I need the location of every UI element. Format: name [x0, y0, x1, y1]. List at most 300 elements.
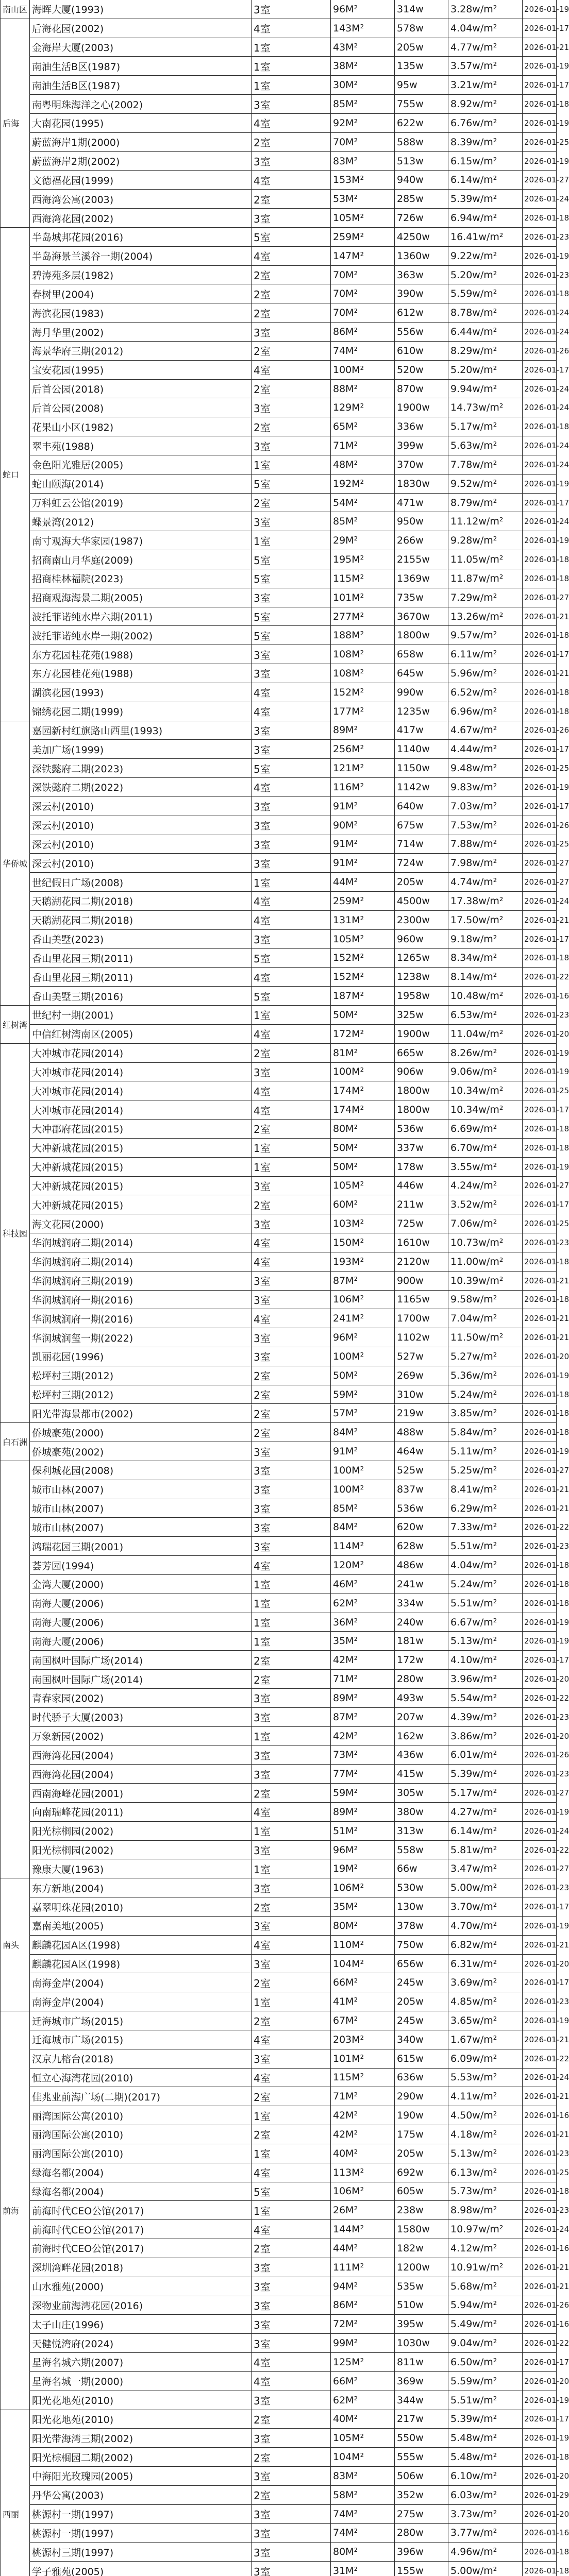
total-price: 340w	[395, 2030, 448, 2049]
listing-date: 2026-01-21	[523, 2125, 557, 2144]
table-row	[30, 949, 569, 968]
unit-price: 5.49w/m²	[448, 2315, 523, 2333]
total-price: 344w	[395, 2391, 448, 2410]
table-row	[30, 1803, 569, 1822]
floor-area: 114M²	[331, 1537, 395, 1555]
listing-date: 2026-01-25	[523, 2163, 557, 2182]
community-name: 后海花园(2002)	[30, 19, 252, 38]
table-row	[30, 1025, 569, 1044]
unit-price: 11.04w/m²	[448, 1025, 523, 1043]
listing-date: 2026-01-20	[523, 1670, 557, 1688]
listing-date: 2026-01-16	[523, 987, 557, 1005]
listing-date: 2026-01-17	[523, 361, 557, 379]
room-count: 4室	[252, 1233, 331, 1252]
room-count: 2室	[252, 380, 331, 398]
unit-price: 5.59w/m²	[448, 2372, 523, 2391]
district-cell	[0, 1461, 30, 1878]
floor-area: 86M²	[331, 323, 395, 341]
total-price: 205w	[395, 873, 448, 891]
community-name: 城市山林(2007)	[30, 1499, 252, 1518]
table-row	[30, 2163, 569, 2182]
floor-area: 58M²	[331, 2486, 395, 2504]
room-count: 1室	[252, 455, 331, 474]
room-count: 3室	[252, 323, 331, 341]
floor-area: 59M²	[331, 1385, 395, 1404]
unit-price: 10.91w/m²	[448, 2258, 523, 2277]
table-row	[30, 76, 569, 95]
unit-price: 3.86w/m²	[448, 1727, 523, 1745]
listing-date: 2026-01-19	[523, 1613, 557, 1632]
table-row	[30, 1006, 569, 1025]
table-row	[30, 1442, 569, 1461]
total-price: 135w	[395, 57, 448, 75]
room-count: 1室	[252, 2144, 331, 2163]
listing-date: 2026-01-19	[523, 531, 557, 550]
room-count: 2室	[252, 2410, 331, 2429]
community-name: 桃源村一期(1997)	[30, 2524, 252, 2543]
listing-date: 2026-01-19	[523, 1442, 557, 1461]
unit-price: 13.26w/m²	[448, 607, 523, 626]
total-price: 675w	[395, 816, 448, 835]
community-name: 天健悦湾府(2024)	[30, 2334, 252, 2352]
room-count: 3室	[252, 1765, 331, 1783]
unit-price: 6.29w/m²	[448, 1499, 523, 1518]
floor-area: 29M²	[331, 531, 395, 550]
community-name: 春树里(2004)	[30, 284, 252, 303]
listing-date: 2026-01-18	[523, 2448, 557, 2466]
total-price: 510w	[395, 2296, 448, 2315]
community-name: 香山里花园三期(2011)	[30, 968, 252, 986]
room-count: 2室	[252, 1385, 331, 1404]
total-price: 245w	[395, 2011, 448, 2030]
community-name: 阳光花地苑(2010)	[30, 2391, 252, 2410]
room-count: 4室	[252, 1556, 331, 1574]
community-name: 恒立心海湾花园(2010)	[30, 2069, 252, 2087]
table-row	[30, 1328, 569, 1347]
room-count: 2室	[252, 284, 331, 303]
community-name: 南油生活B区(1987)	[30, 57, 252, 75]
room-count: 1室	[252, 531, 331, 550]
community-name: 中海阳光玫瑰园(2005)	[30, 2467, 252, 2485]
room-count: 4室	[252, 968, 331, 986]
floor-area: 129M²	[331, 398, 395, 417]
community-name: 华润城润府二期(2014)	[30, 1252, 252, 1271]
room-count: 1室	[252, 1006, 331, 1024]
total-price: 1360w	[395, 247, 448, 265]
community-name: 嘉南美地(2005)	[30, 1917, 252, 1935]
unit-price: 1.67w/m²	[448, 2030, 523, 2049]
listing-date: 2026-01-23	[523, 1537, 557, 1555]
listing-date: 2026-01-27	[523, 1784, 557, 1802]
floor-area: 48M²	[331, 455, 395, 474]
community-name: 前海时代CEO公馆(2017)	[30, 2220, 252, 2239]
community-name: 东方花园桂花苑(1988)	[30, 664, 252, 683]
table-row	[30, 95, 569, 114]
room-count: 1室	[252, 1613, 331, 1632]
room-count: 3室	[252, 1841, 331, 1859]
unit-price: 3.65w/m²	[448, 2011, 523, 2030]
table-row	[30, 2372, 569, 2391]
listing-date: 2026-01-19	[523, 1632, 557, 1650]
listing-date: 2026-01-18	[523, 550, 557, 569]
listing-date: 2026-01-21	[523, 664, 557, 683]
floor-area: 105M²	[331, 2429, 395, 2447]
listing-date: 2026-01-27	[523, 1859, 557, 1878]
listing-date: 2026-01-17	[523, 1195, 557, 1214]
community-name: 中信红树湾南区(2005)	[30, 1025, 252, 1043]
unit-price: 7.04w/m²	[448, 1309, 523, 1328]
total-price: 205w	[395, 38, 448, 57]
floor-area: 74M²	[331, 2524, 395, 2543]
room-count: 5室	[252, 474, 331, 493]
unit-price: 6.44w/m²	[448, 323, 523, 341]
room-count: 2室	[252, 1366, 331, 1385]
floor-area: 259M²	[331, 892, 395, 910]
total-price: 396w	[395, 2543, 448, 2561]
listing-date: 2026-01-24	[523, 303, 557, 322]
total-price: 640w	[395, 797, 448, 816]
table-row	[30, 417, 569, 436]
room-count: 5室	[252, 2182, 331, 2201]
total-price: 636w	[395, 2069, 448, 2087]
room-count: 2室	[252, 2125, 331, 2144]
floor-area: 150M²	[331, 1233, 395, 1252]
listing-date: 2026-01-21	[523, 2087, 557, 2106]
total-price: 665w	[395, 1044, 448, 1062]
community-name: 侨城豪苑(2002)	[30, 1442, 252, 1461]
room-count: 3室	[252, 2543, 331, 2561]
community-name: 大冲新城花园(2015)	[30, 1195, 252, 1214]
listing-date: 2026-01-27	[523, 1461, 557, 1480]
unit-price: 3.73w/m²	[448, 2505, 523, 2523]
unit-price: 4.27w/m²	[448, 1803, 523, 1821]
community-name: 大冲城市花园(2014)	[30, 1044, 252, 1062]
unit-price: 5.59w/m²	[448, 284, 523, 303]
listing-date: 2026-01-23	[523, 1233, 557, 1252]
room-count: 3室	[252, 1689, 331, 1707]
table-row	[30, 2410, 569, 2429]
floor-area: 30M²	[331, 76, 395, 94]
total-price: 175w	[395, 2125, 448, 2144]
floor-area: 66M²	[331, 2372, 395, 2391]
listing-date: 2026-01-23	[523, 1006, 557, 1024]
floor-area: 120M²	[331, 1556, 395, 1574]
table-row	[30, 1499, 569, 1518]
table-row	[30, 494, 569, 513]
table-row	[30, 1385, 569, 1404]
table-row	[30, 1745, 569, 1765]
table-row	[30, 930, 569, 949]
total-price: 245w	[395, 1973, 448, 1992]
total-price: 558w	[395, 1841, 448, 1859]
unit-price: 11.00w/m²	[448, 1252, 523, 1271]
room-count: 5室	[252, 949, 331, 968]
total-price: 285w	[395, 190, 448, 208]
table-row	[30, 1859, 569, 1878]
community-name: 华润城润府三期(2019)	[30, 1272, 252, 1290]
unit-price: 10.73w/m²	[448, 1233, 523, 1252]
total-price: 4500w	[395, 892, 448, 910]
community-name: 东方花园桂花苑(1988)	[30, 645, 252, 664]
room-count: 2室	[252, 1404, 331, 1423]
listing-date: 2026-01-19	[523, 1803, 557, 1821]
community-name: 深云村(2010)	[30, 835, 252, 854]
total-price: 130w	[395, 1897, 448, 1916]
district-cell: 前海	[0, 2011, 30, 2410]
unit-price: 11.05w/m²	[448, 550, 523, 569]
floor-area: 46M²	[331, 1575, 395, 1594]
listing-date: 2026-01-21	[523, 38, 557, 57]
floor-area: 100M²	[331, 1347, 395, 1366]
floor-area: 85M²	[331, 1499, 395, 1518]
total-price: 275w	[395, 2505, 448, 2523]
community-name: 天鹅湖花园二期(2018)	[30, 911, 252, 929]
unit-price: 4.67w/m²	[448, 721, 523, 740]
community-name: 汉京九榕台(2018)	[30, 2049, 252, 2068]
unit-price: 6.10w/m²	[448, 2467, 523, 2485]
listing-date: 2026-01-18	[523, 1575, 557, 1594]
floor-area: 44M²	[331, 873, 395, 891]
floor-area: 84M²	[331, 1518, 395, 1536]
unit-price: 6.11w/m²	[448, 645, 523, 664]
unit-price: 5.24w/m²	[448, 1575, 523, 1594]
listing-date: 2026-01-17	[523, 19, 557, 38]
total-price: 172w	[395, 1651, 448, 1669]
total-price: 612w	[395, 303, 448, 322]
room-count: 3室	[252, 1328, 331, 1347]
unit-price: 5.94w/m²	[448, 2296, 523, 2315]
listing-date: 2026-01-24	[523, 2069, 557, 2087]
total-price: 1142w	[395, 778, 448, 796]
table-row	[30, 1347, 569, 1366]
floor-area: 42M²	[331, 2106, 395, 2125]
total-price: 755w	[395, 95, 448, 113]
table-row	[30, 835, 569, 854]
community-name: 美加广场(1999)	[30, 740, 252, 758]
floor-area: 89M²	[331, 1689, 395, 1707]
listing-date: 2026-01-16	[523, 2106, 557, 2125]
community-name: 招商桂林福院(2023)	[30, 569, 252, 588]
total-price: 290w	[395, 2087, 448, 2106]
total-price: 219w	[395, 1404, 448, 1423]
table-row	[30, 854, 569, 873]
community-name: 西海湾公寓(2003)	[30, 190, 252, 208]
room-count: 3室	[252, 1063, 331, 1081]
room-count: 3室	[252, 2334, 331, 2352]
unit-price: 4.74w/m²	[448, 873, 523, 891]
floor-area: 42M²	[331, 1651, 395, 1669]
unit-price: 5.25w/m²	[448, 1461, 523, 1480]
floor-area: 125M²	[331, 2353, 395, 2371]
listing-date: 2026-01-18	[523, 702, 557, 721]
room-count: 1室	[252, 57, 331, 75]
community-name: 深云村(2010)	[30, 816, 252, 835]
listing-date: 2026-01-26	[523, 342, 557, 360]
room-count: 3室	[252, 2258, 331, 2277]
floor-area: 40M²	[331, 2144, 395, 2163]
listing-date: 2026-01-17	[523, 740, 557, 758]
floor-area: 105M²	[331, 209, 395, 227]
total-price: 446w	[395, 1177, 448, 1195]
community-name: 东方新地(2004)	[30, 1878, 252, 1897]
community-name: 锦绣花园二期(1999)	[30, 702, 252, 721]
total-price: 399w	[395, 436, 448, 455]
table-row	[30, 2182, 569, 2201]
table-row	[30, 1480, 569, 1499]
floor-area: 85M²	[331, 95, 395, 113]
unit-price: 5.36w/m²	[448, 1366, 523, 1385]
floor-area: 80M²	[331, 1120, 395, 1138]
table-row	[30, 816, 569, 835]
listing-date: 2026-01-18	[523, 209, 557, 227]
unit-price: 3.57w/m²	[448, 57, 523, 75]
total-price: 486w	[395, 1556, 448, 1574]
listing-date: 2026-01-17	[523, 1100, 557, 1119]
total-price: 325w	[395, 1006, 448, 1024]
listing-date: 2026-01-18	[523, 569, 557, 588]
room-count: 3室	[252, 816, 331, 835]
total-price: 352w	[395, 2486, 448, 2504]
district-cell: 南头	[0, 1878, 30, 2011]
room-count: 3室	[252, 797, 331, 816]
listing-date: 2026-01-19	[523, 57, 557, 75]
floor-area: 70M²	[331, 303, 395, 322]
room-count: 2室	[252, 190, 331, 208]
unit-price: 3.55w/m²	[448, 1158, 523, 1176]
listing-date: 2026-01-24	[523, 436, 557, 455]
listing-date: 2026-01-23	[523, 266, 557, 284]
room-count: 4室	[252, 2372, 331, 2391]
community-name: 大冲城市花园(2014)	[30, 1081, 252, 1100]
total-price: 2300w	[395, 911, 448, 929]
table-row	[30, 2049, 569, 2069]
table-row	[30, 1252, 569, 1272]
table-row	[30, 645, 569, 664]
community-name: 学子雅苑(2005)	[30, 2562, 252, 2576]
listing-date: 2026-01-18	[523, 417, 557, 436]
community-name: 阳光棕榈园(2002)	[30, 1822, 252, 1840]
table-row	[30, 398, 569, 417]
community-name: 保利城花园(2008)	[30, 1461, 252, 1480]
unit-price: 6.76w/m²	[448, 114, 523, 132]
community-name: 大冲城市花园(2014)	[30, 1063, 252, 1081]
table-row	[30, 2277, 569, 2296]
listing-date: 2026-01-16	[523, 2239, 557, 2258]
floor-area: 106M²	[331, 1291, 395, 1309]
listing-date: 2026-01-19	[523, 1044, 557, 1062]
district-cell: 蛇口	[0, 228, 30, 721]
floor-area: 35M²	[331, 1897, 395, 1916]
unit-price: 6.15w/m²	[448, 152, 523, 171]
community-name: 荟芳园(1994)	[30, 1556, 252, 1574]
total-price: 95w	[395, 76, 448, 94]
room-count: 1室	[252, 38, 331, 57]
table-row	[30, 114, 569, 133]
total-price: 240w	[395, 1613, 448, 1632]
total-price: 178w	[395, 1158, 448, 1176]
listing-date: 2026-01-21	[523, 1328, 557, 1347]
floor-area: 172M²	[331, 1025, 395, 1043]
table-row	[30, 1575, 569, 1594]
unit-price: 9.83w/m²	[448, 778, 523, 796]
floor-area: 195M²	[331, 550, 395, 569]
total-price: 363w	[395, 266, 448, 284]
floor-area: 96M²	[331, 1841, 395, 1859]
listing-date: 2026-01-16	[523, 2315, 557, 2333]
listing-date: 2026-01-22	[523, 2334, 557, 2352]
floor-area: 100M²	[331, 1480, 395, 1499]
total-price: 506w	[395, 2467, 448, 2485]
unit-price: 7.03w/m²	[448, 797, 523, 816]
community-name: 豫康大厦(1963)	[30, 1859, 252, 1878]
floor-area: 80M²	[331, 1917, 395, 1935]
floor-area: 277M²	[331, 607, 395, 626]
room-count: 1室	[252, 2106, 331, 2125]
unit-price: 9.04w/m²	[448, 2334, 523, 2352]
listing-date: 2026-01-20	[523, 1727, 557, 1745]
total-price: 950w	[395, 512, 448, 531]
listing-date: 2026-01-20	[523, 1025, 557, 1043]
floor-area: 73M²	[331, 1745, 395, 1764]
community-name: 湖滨花园(1993)	[30, 683, 252, 702]
unit-price: 6.69w/m²	[448, 1120, 523, 1138]
table-row	[30, 2069, 569, 2088]
community-name: 前海时代CEO公馆(2017)	[30, 2239, 252, 2258]
total-price: 645w	[395, 664, 448, 683]
table-row	[30, 2087, 569, 2106]
listing-date: 2026-01-18	[523, 626, 557, 645]
community-name: 波托菲诺纯水岸六期(2011)	[30, 607, 252, 626]
room-count: 3室	[252, 2467, 331, 2485]
table-row	[30, 1518, 569, 1537]
floor-area: 104M²	[331, 1955, 395, 1973]
floor-area: 110M²	[331, 1936, 395, 1954]
community-name: 城市山林(2007)	[30, 1480, 252, 1499]
listing-date: 2026-01-18	[523, 949, 557, 968]
floor-area: 74M²	[331, 342, 395, 360]
total-price: 493w	[395, 1689, 448, 1707]
total-price: 837w	[395, 1480, 448, 1499]
community-name: 半岛海景兰溪谷一期(2004)	[30, 247, 252, 265]
room-count: 5室	[252, 759, 331, 777]
floor-area: 100M²	[331, 361, 395, 379]
room-count: 3室	[252, 664, 331, 683]
table-row	[30, 1461, 569, 1480]
floor-area: 121M²	[331, 759, 395, 777]
floor-area: 80M²	[331, 2543, 395, 2561]
community-name: 丽湾国际公寓(2010)	[30, 2125, 252, 2144]
unit-price: 3.96w/m²	[448, 1670, 523, 1688]
total-price: 735w	[395, 588, 448, 607]
total-price: 1830w	[395, 474, 448, 493]
unit-price: 7.98w/m²	[448, 854, 523, 872]
community-name: 深铁懿府二期(2023)	[30, 759, 252, 777]
listing-date: 2026-01-17	[523, 2353, 557, 2371]
unit-price: 9.22w/m²	[448, 247, 523, 265]
floor-area: 86M²	[331, 2296, 395, 2315]
unit-price: 10.34w/m²	[448, 1100, 523, 1119]
community-name: 阳光带海湾三期(2002)	[30, 2429, 252, 2447]
total-price: 380w	[395, 1803, 448, 1821]
table-row	[30, 1594, 569, 1613]
community-name: 世纪村一期(2001)	[30, 1006, 252, 1024]
community-name: 桃源村一期(1997)	[30, 2505, 252, 2523]
community-name: 时代骄子大厦(2003)	[30, 1708, 252, 1726]
table-row	[30, 303, 569, 323]
community-name: 鸿瑞花园三期(2001)	[30, 1537, 252, 1555]
total-price: 369w	[395, 2372, 448, 2391]
district-cell: 白石洲	[0, 1423, 30, 1461]
